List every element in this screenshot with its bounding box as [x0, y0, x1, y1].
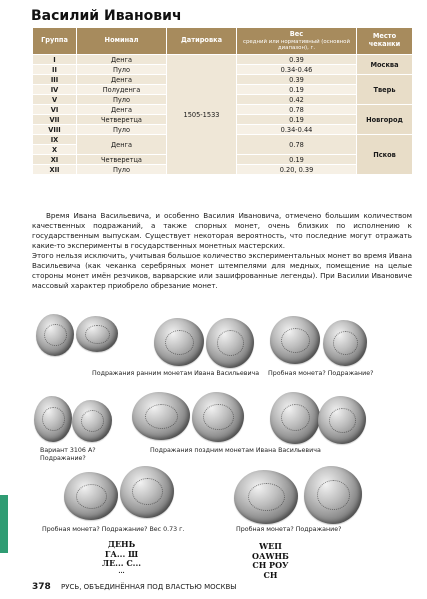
mint-cell: Новгород [357, 105, 413, 135]
coin-photo [34, 396, 72, 442]
weight-cell: 0.39 [237, 55, 357, 65]
coin-photo [72, 400, 112, 442]
coin-photo [132, 392, 190, 440]
header-weight-note: средний или нормативный (основной диапазон), г. [243, 38, 350, 51]
weight-cell: 0.34-0.44 [237, 125, 357, 135]
weight-cell: 0.34-0.46 [237, 65, 357, 75]
group-cell: II [33, 65, 77, 75]
page-title: Василий Иванович [31, 8, 182, 24]
group-cell: VIII [33, 125, 77, 135]
body-paragraph-1: Время Ивана Васильевича, и особенно Василия Ивановича, отмечено большим количеством качественных подражаний, а также спорных монет, очень близких по исполнению к государственным выпускам. Существует некоторая вероятность, что последние могут отражать какие-то эксперименты в государственных монетных мастерских. [32, 211, 412, 250]
coin-groups-table [32, 27, 413, 175]
inscription-line: ЛЕ... С... [102, 558, 142, 568]
mint-cell: Москва [357, 55, 413, 75]
group-cell: VII [33, 115, 77, 125]
page-footer [32, 582, 236, 592]
nominal-cell: Пуло [77, 65, 167, 75]
weight-cell: 0.20, 0.39 [237, 165, 357, 175]
coin-photo [120, 466, 174, 518]
inscription-line: WЕП [259, 541, 282, 551]
header-weight-label: Вес [289, 30, 304, 38]
table-header-row [33, 28, 413, 55]
weight-cell: 0.19 [237, 155, 357, 165]
caption-variant-line1: Вариант 3106 А? [40, 447, 96, 454]
weight-cell: 0.19 [237, 115, 357, 125]
chapter-side-tab [0, 495, 8, 553]
nominal-cell: Денга [77, 135, 167, 155]
nominal-cell: Пуло [77, 125, 167, 135]
inscription-line: ОАWНБ [252, 550, 289, 561]
coin-photo [270, 392, 320, 444]
inscription-right [252, 542, 289, 580]
coin-photo [304, 466, 362, 524]
inscription-line: ДЕНЬ [107, 539, 136, 549]
group-cell: III [33, 75, 77, 85]
caption-late-imitations: Подражания поздним монетам Ивана Васильевича [150, 447, 321, 454]
header-dating: Датировка [167, 28, 237, 55]
coin-photo [270, 316, 320, 364]
caption-trial-coin-weight: Пробная монета? Подражание? Вес 0.73 г. [42, 526, 185, 533]
nominal-cell: Четверетца [77, 155, 167, 165]
group-cell: VI [33, 105, 77, 115]
nominal-cell: Пуло [77, 95, 167, 105]
inscription-line: ... [118, 567, 125, 575]
mint-cell: Псков [357, 135, 413, 175]
page-number: 378 [32, 582, 51, 592]
nominal-cell: Пуло [77, 165, 167, 175]
mint-cell: Тверь [357, 75, 413, 105]
inscription-line: ГА... Ш [104, 548, 139, 559]
coin-photo [192, 392, 244, 442]
group-cell: I [33, 55, 77, 65]
nominal-cell: Полуденга [77, 85, 167, 95]
inscription-left [102, 540, 141, 575]
weight-cell: 0.42 [237, 95, 357, 105]
group-cell: XI [33, 155, 77, 165]
coin-photo [76, 316, 118, 352]
weight-cell: 0.39 [237, 75, 357, 85]
header-mint: Место чеканки [357, 28, 413, 55]
weight-cell: 0.78 [237, 135, 357, 155]
header-weight [237, 28, 357, 55]
coin-photo [64, 472, 118, 520]
group-cell: XII [33, 165, 77, 175]
group-cell: IX [33, 135, 77, 145]
header-group: Группа [33, 28, 77, 55]
header-nominal: Номинал [77, 28, 167, 55]
coin-photo [36, 314, 74, 356]
coin-photo [154, 318, 204, 366]
caption-variant-line2: Подражание? [40, 455, 86, 462]
caption-trial-coin-1: Пробная монета? Подражание? [268, 370, 374, 377]
table-row [33, 55, 413, 65]
nominal-cell: Денга [77, 55, 167, 65]
coin-photo [234, 470, 298, 524]
nominal-cell: Денга [77, 75, 167, 85]
inscription-line: СН [263, 569, 278, 580]
group-cell: V [33, 95, 77, 105]
coin-photo [206, 318, 254, 368]
nominal-cell: Четверетца [77, 115, 167, 125]
group-cell: X [33, 145, 77, 155]
weight-cell: 0.78 [237, 105, 357, 115]
inscription-line: СН РОУ [252, 560, 289, 570]
coin-photo [318, 396, 366, 444]
coin-photo [323, 320, 367, 366]
body-paragraph-2: Этого нельзя исключить, учитывая большое количество экспериментальных монет во время Ивана Васильевича (как чеканка серебряных монет штемпелями для медных, помещение на целые стороны монет имён резчиков, варварские или зашифрованные легенды). При Василии Ивановиче массовый характер приобрело обрезание монет. [32, 251, 412, 290]
caption-early-imitations: Подражания ранним монетам Ивана Васильевича [92, 370, 260, 377]
dating-cell: 1505-1533 [167, 55, 237, 175]
caption-trial-coin-2: Пробная монета? Подражание? [236, 526, 342, 533]
running-title: РУСЬ, ОБЪЕДИНЁННАЯ ПОД ВЛАСТЬЮ МОСКВЫ [61, 583, 237, 591]
nominal-cell: Денга [77, 105, 167, 115]
group-cell: IV [33, 85, 77, 95]
weight-cell: 0.19 [237, 85, 357, 95]
